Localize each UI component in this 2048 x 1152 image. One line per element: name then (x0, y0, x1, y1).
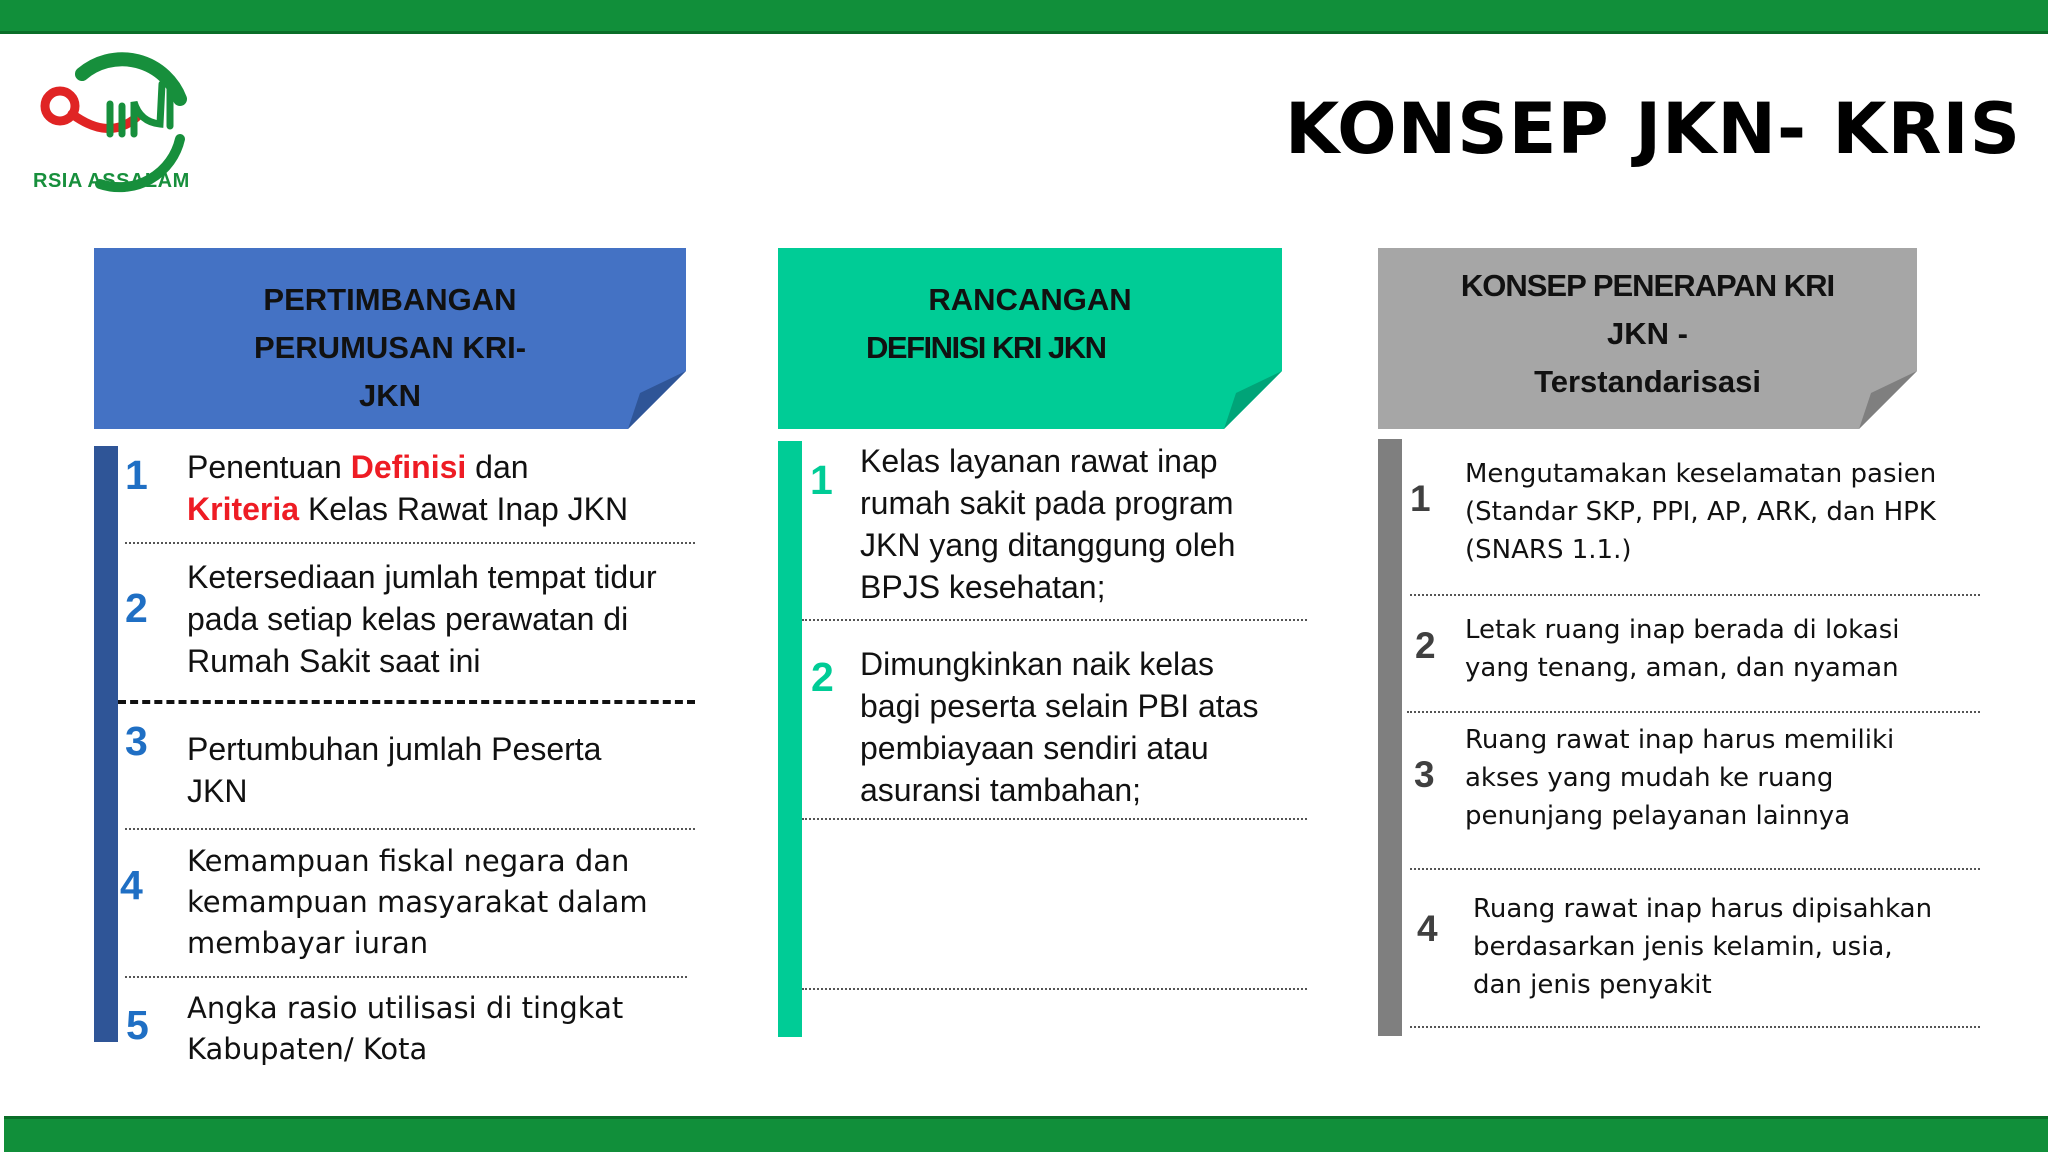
item-number: 3 (125, 718, 148, 764)
item-text: dan (466, 449, 529, 485)
item-number: 1 (1410, 478, 1431, 519)
list-item (1473, 890, 1932, 1004)
item-line: bagi peserta selain PBI atas (860, 688, 1259, 724)
separator (125, 976, 687, 978)
separator (1410, 1026, 1980, 1028)
item-number: 2 (125, 585, 148, 631)
list-item (187, 556, 657, 682)
item-number: 2 (811, 654, 834, 700)
separator (125, 542, 695, 544)
item-line: Mengutamakan keselamatan pasien (1465, 459, 1937, 489)
header-line: RANCANGAN (928, 282, 1132, 317)
separator (118, 700, 695, 704)
list-item (187, 841, 648, 964)
column-accent-bar (778, 441, 802, 1037)
item-number: 4 (120, 862, 143, 908)
item-text: Penentuan (187, 449, 351, 485)
item-line: akses yang mudah ke ruang (1465, 763, 1834, 793)
page-title: KONSEP JKN- KRIS (1285, 88, 2021, 170)
item-line: JKN yang ditanggung oleh (860, 527, 1236, 563)
list-item (860, 643, 1258, 811)
highlight-text: Definisi (350, 449, 467, 485)
logo-text: RSIA ASSALAM (33, 170, 190, 192)
separator (1410, 868, 1980, 870)
bottom-green-bar (4, 1116, 2048, 1152)
column-accent-bar (94, 446, 118, 1042)
list-item (1465, 611, 1899, 687)
item-line: pada setiap kelas perawatan di (187, 601, 629, 637)
column-header-konsep (1378, 248, 1917, 429)
item-line: Kelas layanan rawat inap (860, 443, 1218, 479)
header-line: Terstandarisasi (1534, 364, 1761, 399)
item-line: Rumah Sakit saat ini (187, 643, 481, 679)
item-line: dan jenis penyakit (1473, 970, 1712, 1000)
item-line: kemampuan masyarakat dalam (187, 885, 648, 919)
item-line: pembiayaan sendiri atau (860, 730, 1209, 766)
header-line: JKN (358, 378, 421, 413)
item-line: Dimungkinkan naik kelas (860, 646, 1214, 682)
item-number: 2 (1415, 625, 1436, 666)
list-item (187, 988, 623, 1070)
item-line: Angka rasio utilisasi di tingkat (187, 991, 624, 1025)
item-line: Ruang rawat inap harus memiliki (1465, 725, 1895, 755)
separator (125, 828, 695, 830)
item-line: membayar iuran (187, 926, 429, 960)
item-number: 5 (126, 1002, 149, 1048)
separator (802, 988, 1307, 990)
item-number: 1 (810, 457, 833, 503)
item-line: (SNARS 1.1.) (1465, 535, 1632, 565)
item-line: asuransi tambahan; (860, 772, 1142, 808)
header-line: DEFINISI KRI JKN (866, 330, 1106, 365)
item-line: yang tenang, aman, dan nyaman (1465, 653, 1899, 683)
separator (802, 619, 1307, 621)
item-line: Kabupaten/ Kota (187, 1032, 428, 1066)
item-line: (Standar SKP, PPI, AP, ARK, dan HPK (1465, 497, 1936, 527)
item-line: Ketersediaan jumlah tempat tidur (187, 559, 657, 595)
header-line: PERTIMBANGAN (263, 282, 517, 317)
top-green-bar (0, 0, 2048, 34)
item-line: berdasarkan jenis kelamin, usia, (1473, 932, 1893, 962)
header-line: JKN - (1607, 316, 1688, 351)
highlight-text: Kriteria (187, 491, 300, 527)
header-line: KONSEP PENERAPAN KRI (1460, 268, 1835, 303)
column-accent-bar (1378, 439, 1402, 1036)
item-line: Pertumbuhan jumlah Peserta (187, 731, 602, 767)
column-header-pertimbangan (94, 248, 686, 429)
item-line: Letak ruang inap berada di lokasi (1465, 615, 1900, 645)
separator (1407, 711, 1980, 713)
item-line: JKN (187, 773, 248, 809)
item-text: Kelas Rawat Inap JKN (299, 491, 629, 527)
separator (1410, 594, 1980, 596)
item-line: Kemampuan fiskal negara dan (187, 844, 630, 878)
list-item (860, 440, 1235, 608)
page-fold-icon (628, 371, 686, 429)
item-line: penunjang pelayanan lainnya (1465, 801, 1851, 831)
item-line: rumah sakit pada program (860, 485, 1234, 521)
page-fold-icon (1224, 371, 1282, 429)
list-item (187, 728, 601, 812)
page-fold-icon (1859, 371, 1917, 429)
header-line: PERUMUSAN KRI- (253, 330, 527, 365)
separator (802, 818, 1307, 820)
item-line: BPJS kesehatan; (860, 569, 1106, 605)
list-item (1465, 721, 1894, 835)
list-item (187, 446, 628, 530)
item-number: 3 (1414, 754, 1435, 795)
item-line: Ruang rawat inap harus dipisahkan (1473, 894, 1933, 924)
item-number: 4 (1417, 908, 1438, 949)
column-header-rancangan (778, 248, 1282, 429)
list-item (1465, 455, 1936, 569)
item-number: 1 (125, 452, 148, 498)
